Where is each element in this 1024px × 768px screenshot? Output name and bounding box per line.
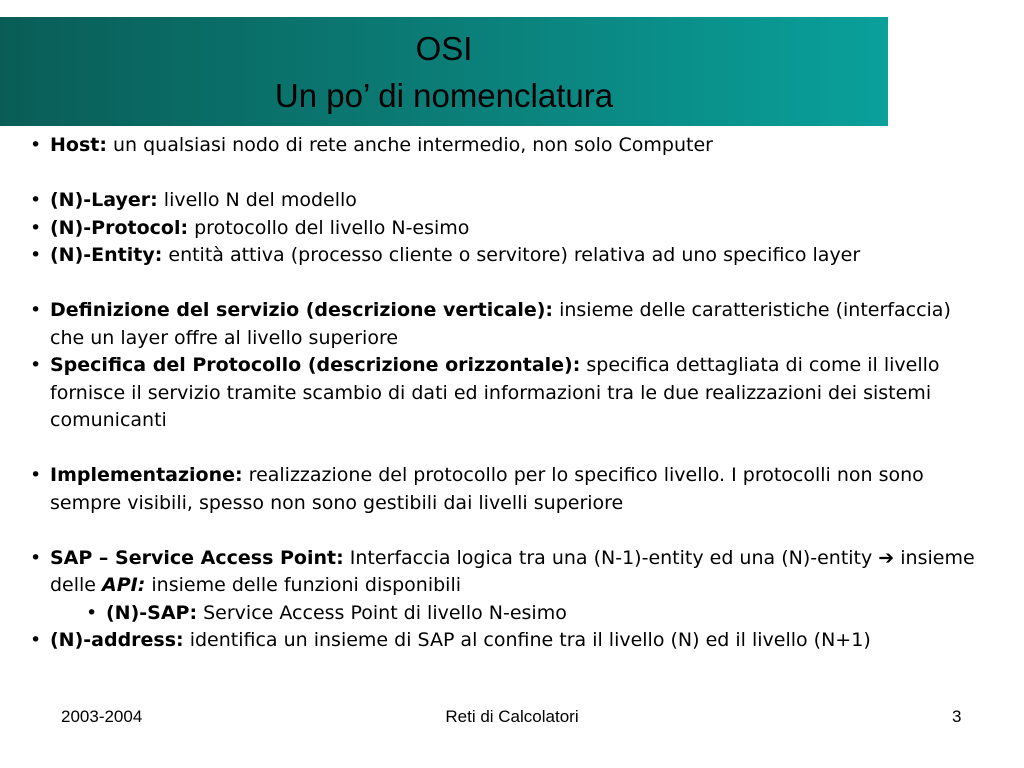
title-banner bbox=[0, 17, 888, 126]
bullet-icon: • bbox=[30, 189, 42, 211]
bullet-icon: • bbox=[86, 601, 98, 624]
bullet-icon: • bbox=[30, 134, 42, 156]
term: Host: bbox=[50, 134, 107, 156]
bullet-icon: • bbox=[30, 629, 42, 651]
definition: specifica dettagliata di come il livello fornisce il servizio tramite scambio di dati ed informazioni tra le due realizzazioni dei sistemi comunicanti bbox=[50, 354, 940, 431]
bullet-n-address bbox=[28, 627, 988, 655]
definition: protocollo del livello N-esimo bbox=[194, 216, 470, 239]
term: (N)-address: bbox=[50, 629, 184, 651]
term: (N)-Protocol: bbox=[50, 216, 189, 239]
term: Implementazione: bbox=[50, 464, 243, 486]
definition: livello N del modello bbox=[163, 189, 357, 211]
definition-cont: insieme delle bbox=[50, 546, 975, 596]
term: (N)-Layer: bbox=[50, 189, 158, 211]
definition-end: insieme delle funzioni disponibili bbox=[151, 574, 462, 596]
definition: un qualsiasi nodo di rete anche intermedio, non solo Computer bbox=[113, 134, 713, 156]
term: Definizione del servizio (descrizione verticale): bbox=[50, 299, 554, 321]
definition: Interfaccia logica tra una (N-1)-entity ed una (N)-entity bbox=[349, 546, 873, 569]
footer-course: Reti di Calcolatori bbox=[445, 707, 579, 726]
definition: identifica un insieme di SAP al confine tra il livello (N) ed il livello (N+1) bbox=[189, 629, 871, 651]
bullet-icon: • bbox=[30, 299, 42, 321]
term: (N)-SAP: bbox=[106, 601, 198, 624]
definition: insieme delle caratteristiche (interfaccia) che un layer offre al livello superiore bbox=[50, 299, 951, 349]
slide-subtitle: Un po’ di nomenclatura bbox=[274, 77, 614, 114]
definition: Service Access Point di livello N-esimo bbox=[203, 601, 567, 624]
slide-body bbox=[28, 132, 988, 655]
term: SAP – Service Access Point: bbox=[50, 546, 344, 569]
bullet-icon: • bbox=[30, 216, 42, 239]
api-term: API: bbox=[102, 574, 146, 596]
definition: entità attiva (processo cliente o servitore) relativa ad uno specifico layer bbox=[168, 244, 861, 266]
bullet-icon: • bbox=[30, 546, 42, 569]
bullet-implementazione bbox=[28, 462, 988, 517]
footer-year: 2003-2004 bbox=[61, 707, 143, 726]
bullet-icon: • bbox=[30, 354, 42, 376]
bullet-definizione-servizio bbox=[28, 297, 988, 352]
bullet-icon: • bbox=[30, 244, 42, 266]
arrow-right-icon: ➔ bbox=[878, 546, 895, 569]
term: (N)-Entity: bbox=[50, 244, 163, 266]
bullet-sap bbox=[28, 545, 988, 600]
bullet-n-protocol bbox=[28, 215, 988, 243]
bullet-host bbox=[28, 132, 988, 160]
bullet-specifica-protocollo bbox=[28, 352, 988, 435]
term: Specifica del Protocollo (descrizione orizzontale): bbox=[50, 354, 581, 376]
bullet-n-entity bbox=[28, 242, 988, 270]
footer-page-number: 3 bbox=[952, 707, 962, 726]
definition: realizzazione del protocollo per lo specifico livello. I protocolli non sono sempre visibili, spesso non sono gestibili dai livelli superiore bbox=[50, 464, 924, 514]
bullet-icon: • bbox=[30, 464, 42, 486]
bullet-n-layer bbox=[28, 187, 988, 215]
bullet-n-sap bbox=[28, 600, 988, 628]
slide-title: OSI bbox=[415, 30, 473, 67]
